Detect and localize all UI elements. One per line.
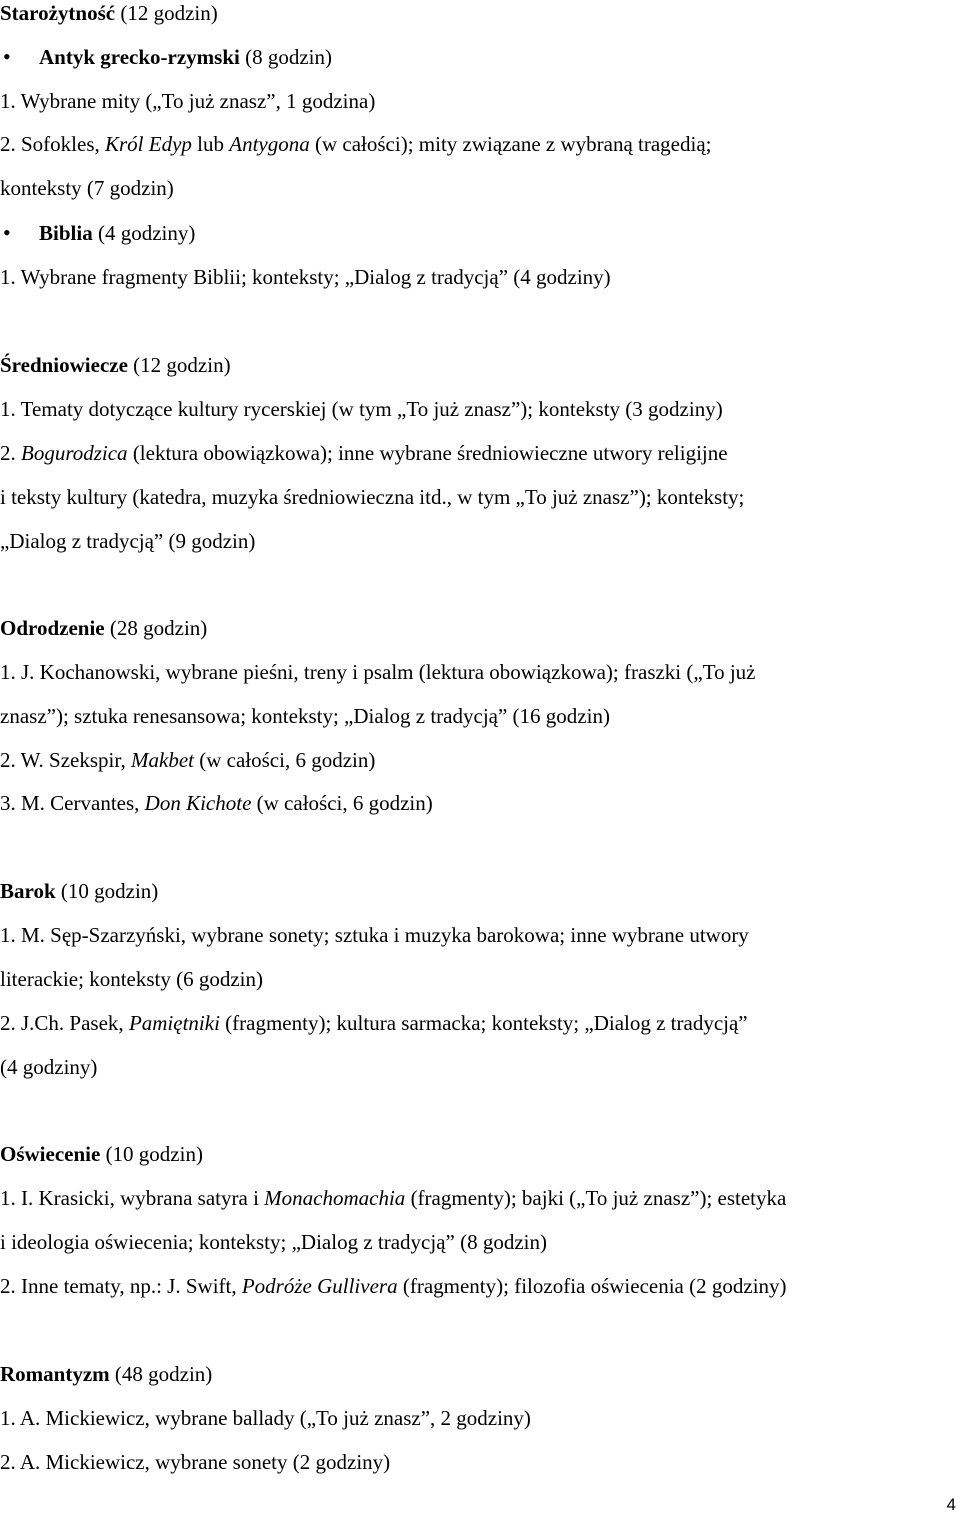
item-text: 1. I. Krasicki, wybrana satyra i (0, 1186, 265, 1210)
section-heading-starozytnosc (0, 0, 218, 26)
list-item (0, 131, 711, 157)
item-text: (lektura obowiązkowa); inne wybrane średniowieczne utwory religijne (127, 441, 728, 465)
section-heading-barok (0, 878, 158, 904)
work-title: Podróże Gullivera (241, 1274, 398, 1298)
heading-text: Barok (0, 879, 56, 903)
work-title: Pamiętniki (128, 1011, 220, 1035)
heading-text: Odrodzenie (0, 616, 105, 640)
item-text: 2. J.Ch. Pasek, (0, 1011, 129, 1035)
list-item-continuation: konteksty (7 godzin) (0, 176, 174, 200)
section-heading-romantyzm (0, 1361, 212, 1387)
item-text: (fragmenty); bajki („To już znasz”); estetyka (405, 1186, 787, 1210)
list-item-continuation: i teksty kultury (katedra, muzyka średniowieczna itd., w tym „To już znasz”); konteksty; (0, 485, 745, 509)
heading-hours: (12 godzin) (127, 353, 231, 377)
subheading-hours: (8 godzin) (239, 45, 332, 69)
list-item: 2. A. Mickiewicz, wybrane sonety (2 godziny) (0, 1450, 391, 1474)
item-text: (fragmenty); kultura sarmacka; konteksty; „Dialog z tradycją” (219, 1011, 748, 1035)
bullet-icon: • (3, 44, 11, 69)
item-text: lub (191, 132, 230, 156)
subsection-heading-biblia (39, 220, 195, 246)
list-item: 1. Tematy dotyczące kultury rycerskiej (w tym „To już znasz”); konteksty (3 godziny) (0, 397, 723, 421)
heading-hours: (28 godzin) (104, 616, 208, 640)
list-item (0, 440, 728, 466)
work-title: Don Kichote (144, 791, 252, 815)
heading-text: Oświecenie (0, 1142, 101, 1166)
list-item: 1. J. Kochanowski, wybrane pieśni, treny i psalm (lektura obowiązkowa); fraszki („To już (0, 660, 756, 684)
work-title: Monachomachia (264, 1186, 406, 1210)
section-heading-odrodzenie (0, 615, 207, 641)
list-item-continuation: i ideologia oświecenia; konteksty; „Dialog z tradycją” (8 godzin) (0, 1230, 547, 1254)
subheading-hours: (4 godziny) (92, 221, 196, 245)
work-title: Bogurodzica (21, 441, 128, 465)
subsection-heading-antyk (39, 44, 332, 70)
list-item: 1. M. Sęp-Szarzyński, wybrane sonety; sztuka i muzyka barokowa; inne wybrane utwory (0, 923, 749, 947)
item-text: 3. M. Cervantes, (0, 791, 145, 815)
section-heading-sredniowiecze (0, 352, 231, 378)
list-item: 1. Wybrane fragmenty Biblii; konteksty; „Dialog z tradycją” (4 godziny) (0, 265, 611, 289)
section-heading-oswiecenie (0, 1141, 203, 1167)
item-text: 2. Sofokles, (0, 132, 105, 156)
subheading-text: Biblia (39, 221, 93, 245)
list-item (0, 747, 375, 773)
list-item (0, 790, 433, 816)
list-item: 1. Wybrane mity („To już znasz”, 1 godzina) (0, 89, 376, 113)
list-item-continuation: znasz”); sztuka renesansowa; konteksty; „Dialog z tradycją” (16 godzin) (0, 704, 610, 728)
list-item-continuation: „Dialog z tradycją” (9 godzin) (0, 529, 256, 553)
item-text: (fragmenty); filozofia oświecenia (2 godziny) (397, 1274, 787, 1298)
work-title: Król Edyp (105, 132, 192, 156)
item-text: 2. Inne tematy, np.: J. Swift, (0, 1274, 242, 1298)
list-item (0, 1010, 748, 1036)
bullet-icon: • (3, 220, 11, 245)
heading-hours: (10 godzin) (55, 879, 159, 903)
list-item: 1. A. Mickiewicz, wybrane ballady („To już znasz”, 2 godziny) (0, 1406, 531, 1430)
work-title: Antygona (229, 132, 310, 156)
heading-hours: (10 godzin) (100, 1142, 203, 1166)
subheading-text: Antyk grecko-rzymski (39, 45, 240, 69)
item-text: (w całości, 6 godzin) (193, 748, 376, 772)
list-item (0, 1185, 786, 1211)
work-title: Makbet (131, 748, 194, 772)
item-text: 2. (0, 441, 21, 465)
item-text: (w całości); mity związane z wybraną tragedią; (309, 132, 712, 156)
list-item-continuation: (4 godziny) (0, 1055, 98, 1079)
heading-text: Starożytność (0, 1, 116, 25)
heading-hours: (48 godzin) (109, 1362, 213, 1386)
heading-text: Średniowiecze (0, 353, 128, 377)
heading-hours: (12 godzin) (115, 1, 218, 25)
item-text: (w całości, 6 godzin) (251, 791, 433, 815)
heading-text: Romantyzm (0, 1362, 110, 1386)
page-number: 4 (946, 1495, 956, 1514)
item-text: 2. W. Szekspir, (0, 748, 131, 772)
list-item (0, 1273, 787, 1299)
list-item-continuation: literackie; konteksty (6 godzin) (0, 967, 264, 991)
